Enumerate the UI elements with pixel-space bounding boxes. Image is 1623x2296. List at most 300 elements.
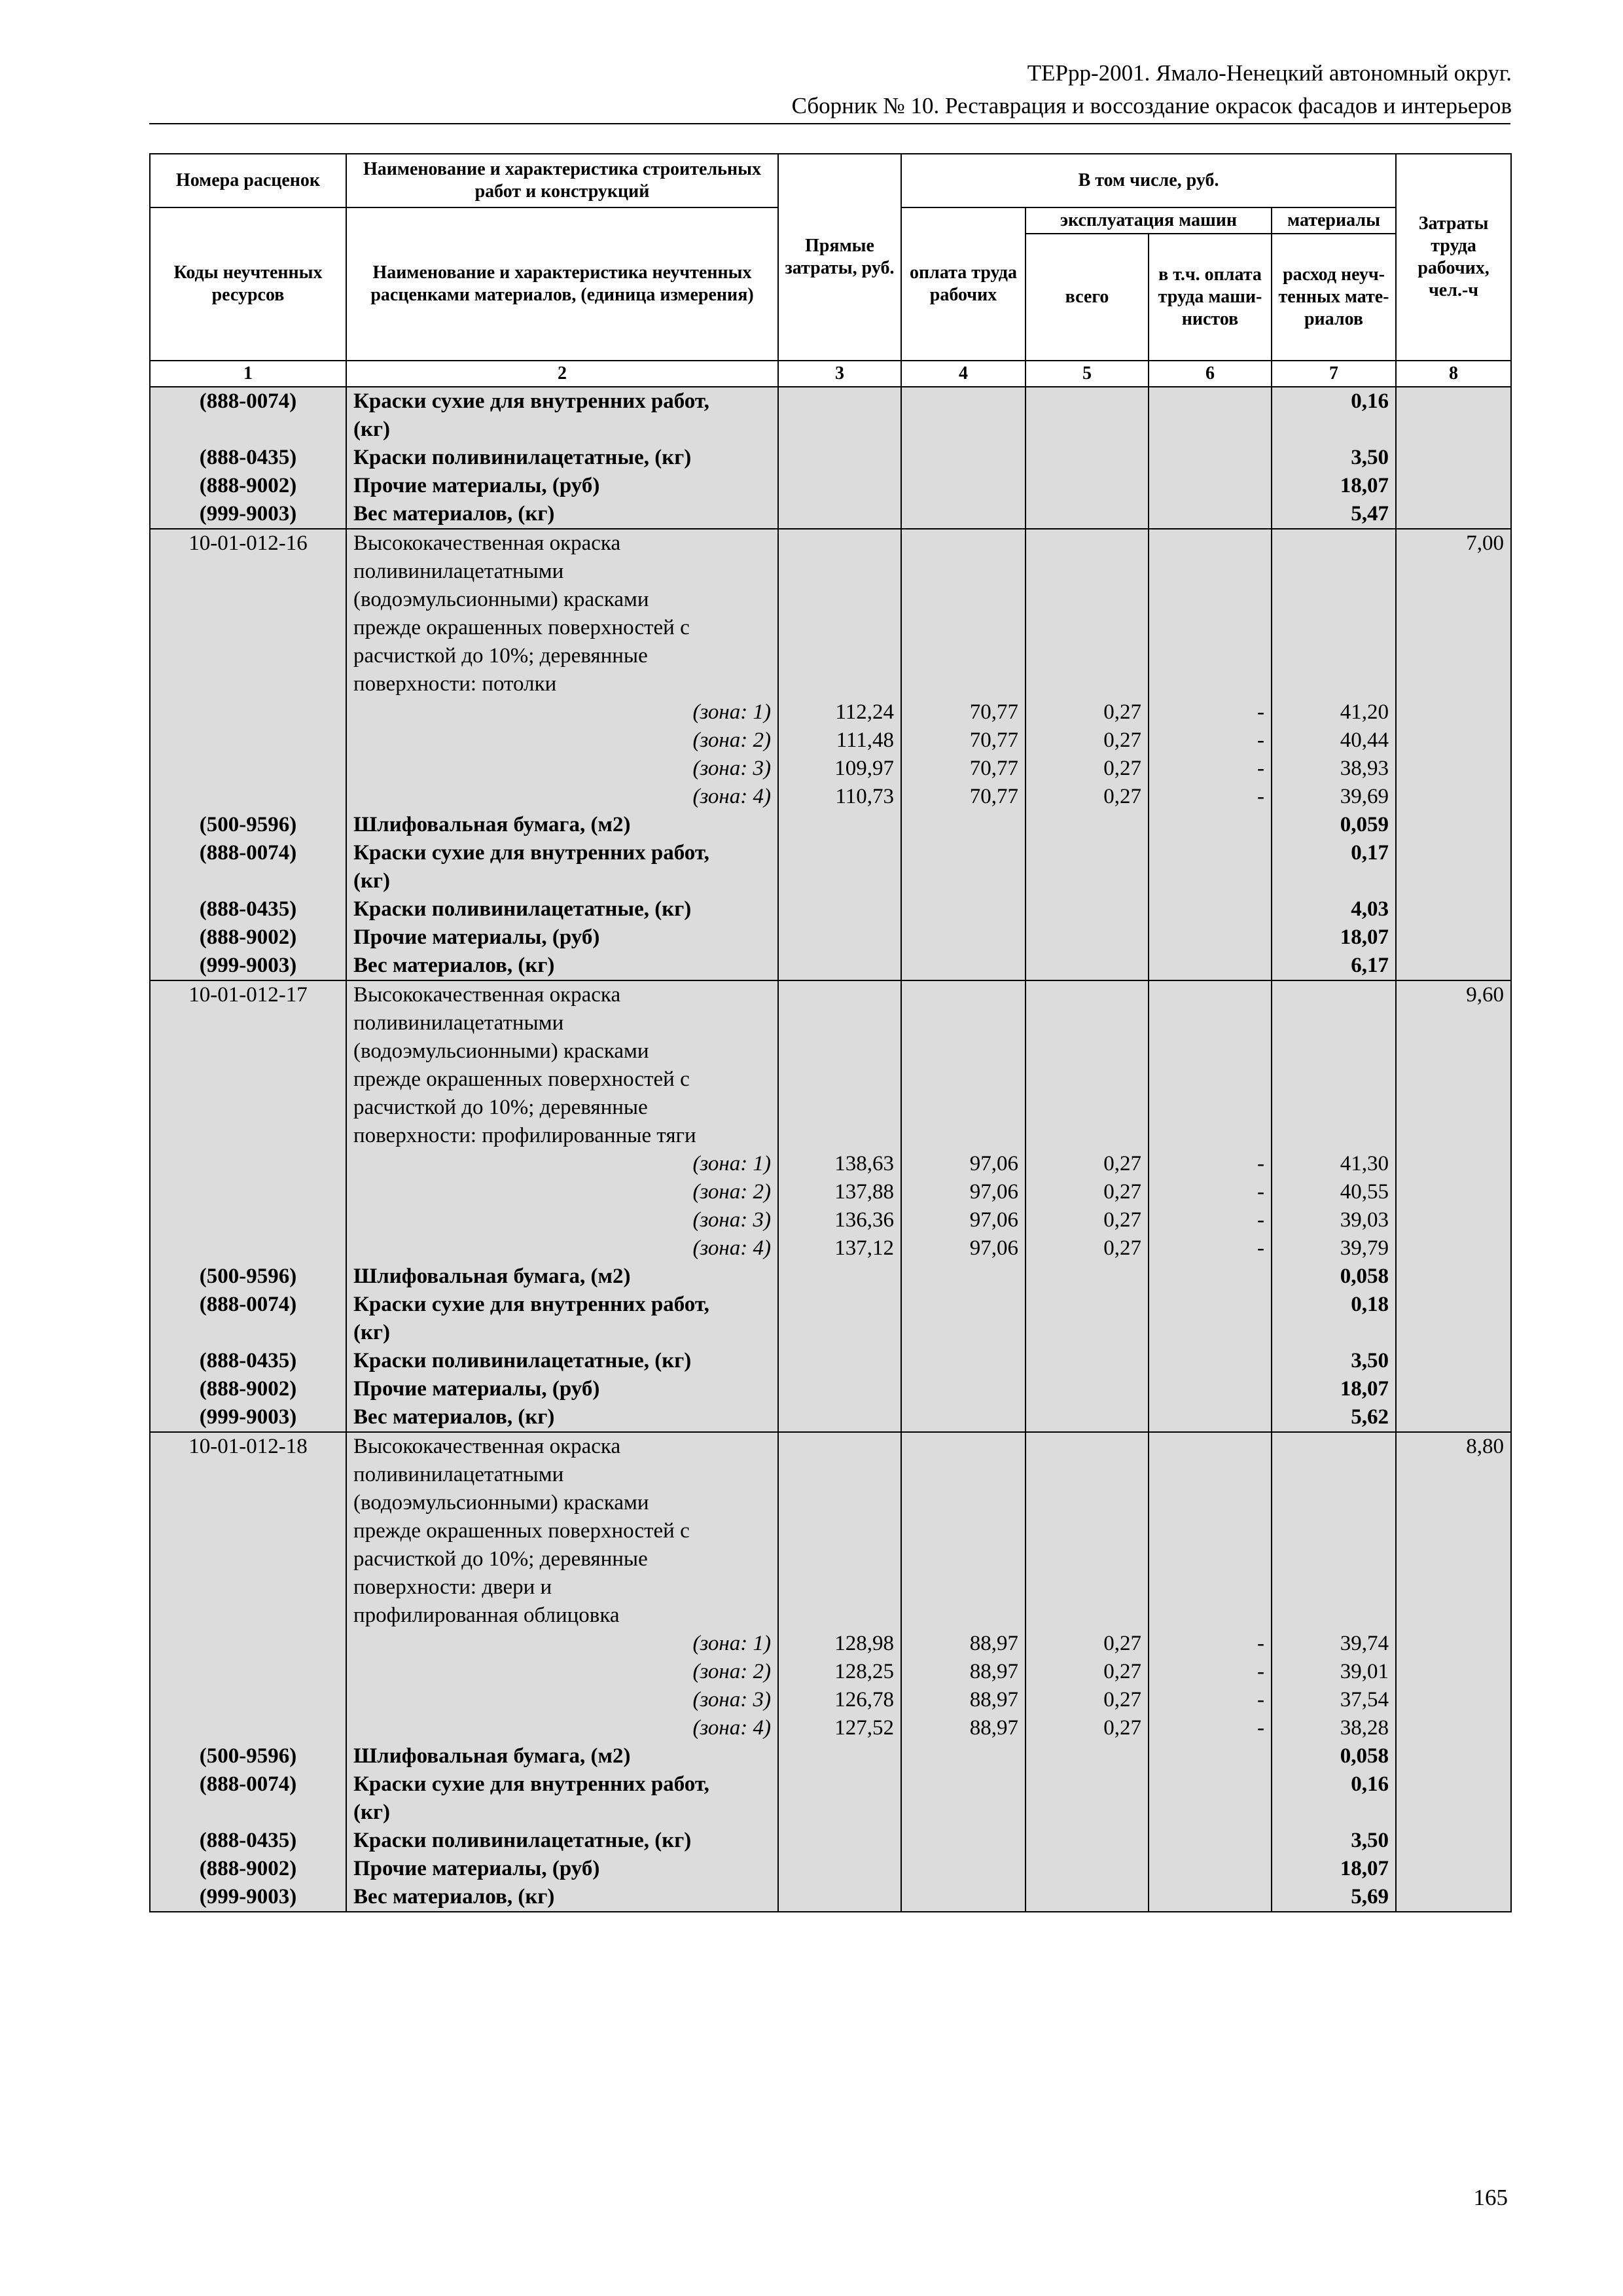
empty-cell [778,980,901,1150]
col5-header: всего [1026,234,1149,361]
empty-cell [1026,444,1149,472]
empty-cell [901,1403,1026,1432]
machinist-pay-cell: - [1149,1714,1272,1742]
material-name: Вес материалов, (кг) [346,1883,778,1912]
material-row [150,952,1511,980]
empty-cell [1396,1630,1511,1658]
empty-cell [150,1714,346,1742]
direct-cost-cell: 128,25 [778,1658,901,1686]
material-quantity-cell [1272,1799,1396,1827]
empty-cell [901,839,1026,867]
machines-total-cell: 0,27 [1026,783,1149,811]
machines-total-cell: 0,27 [1026,1714,1149,1742]
empty-cell [1149,1319,1272,1347]
zone-row [150,698,1511,726]
empty-cell [1396,1206,1511,1234]
resource-code: (999-9003) [150,952,346,980]
direct-cost-cell: 136,36 [778,1206,901,1234]
empty-cell [1026,839,1149,867]
labor-pay-cell: 88,97 [901,1714,1026,1742]
empty-cell [1149,1375,1272,1403]
empty-cell [901,811,1026,839]
zone-label: (зона: 4) [346,1234,778,1263]
empty-cell [778,1799,901,1827]
machinist-pay-cell: - [1149,1630,1272,1658]
page-number: 165 [1473,2185,1508,2210]
empty-cell [778,1827,901,1855]
material-name: Краски сухие для внутренних работ, [346,839,778,867]
column-number: 1 [150,361,346,387]
empty-cell [1149,895,1272,924]
empty-cell [1396,444,1511,472]
material-row [150,472,1511,500]
materials-cell: 39,74 [1272,1630,1396,1658]
zone-label: (зона: 3) [346,755,778,783]
material-quantity-cell: 5,47 [1272,500,1396,529]
empty-cell [1026,500,1149,529]
resource-code: (500-9596) [150,811,346,839]
material-row [150,387,1511,416]
description-line: расчисткой до 10%; деревянные [353,1096,648,1119]
material-row [150,1827,1511,1855]
materials-cell: 41,30 [1272,1150,1396,1178]
empty-cell [1396,1178,1511,1206]
direct-cost-cell: 137,12 [778,1234,901,1263]
empty-cell [1149,1855,1272,1883]
empty-cell [1396,1347,1511,1375]
material-quantity-cell: 3,50 [1272,1347,1396,1375]
material-name: (кг) [346,867,778,895]
material-quantity-cell: 5,69 [1272,1883,1396,1912]
description-line: поверхности: потолки [353,672,557,696]
empty-cell [1149,416,1272,444]
rate-row [150,980,1511,1150]
material-quantity-cell: 0,18 [1272,1291,1396,1319]
empty-cell [1026,1770,1149,1799]
empty-cell [778,529,901,698]
empty-cell [901,1319,1026,1347]
empty-cell [778,1770,901,1799]
resource-code: (888-0435) [150,1827,346,1855]
description-line: прежде окрашенных поверхностей с [353,1519,690,1543]
empty-cell [1149,1742,1272,1770]
empty-cell [150,755,346,783]
machines-total-cell: 0,27 [1026,1658,1149,1686]
empty-cell [901,1432,1026,1630]
material-name: Краски сухие для внутренних работ, [346,1291,778,1319]
price-table [149,153,1512,1912]
empty-cell [1396,895,1511,924]
empty-cell [150,1686,346,1714]
table-body [150,387,1511,1912]
empty-cell [901,416,1026,444]
document-header-line-2: Сборник № 10. Реставрация и воссоздание окрасок фасадов и интерьеров [791,93,1512,118]
empty-cell [778,952,901,980]
empty-cell [778,1375,901,1403]
material-row [150,1855,1511,1883]
empty-cell [150,1658,346,1686]
resource-code: (888-9002) [150,1375,346,1403]
machines-header: эксплуатация машин [1026,207,1272,234]
empty-cell [1026,952,1149,980]
materials-cell: 39,69 [1272,783,1396,811]
empty-cell [1149,952,1272,980]
machinist-pay-cell: - [1149,698,1272,726]
zone-row [150,1686,1511,1714]
empty-cell [778,1742,901,1770]
empty-cell [150,1178,346,1206]
empty-cell [778,924,901,952]
empty-cell [1396,472,1511,500]
labor-pay-cell: 88,97 [901,1686,1026,1714]
description-line: поверхности: профилированные тяги [353,1124,696,1147]
labor-pay-cell: 70,77 [901,755,1026,783]
material-name: Краски сухие для внутренних работ, [346,387,778,416]
labor-hours-cell: 7,00 [1396,529,1511,698]
resource-code: (888-0074) [150,1770,346,1799]
labor-pay-cell: 97,06 [901,1234,1026,1263]
material-row [150,1263,1511,1291]
materials-cell: 39,03 [1272,1206,1396,1234]
material-row [150,867,1511,895]
empty-cell [1149,811,1272,839]
empty-cell [901,472,1026,500]
resource-code: (999-9003) [150,1883,346,1912]
resource-code: (999-9003) [150,500,346,529]
empty-cell [778,1291,901,1319]
material-name: Вес материалов, (кг) [346,500,778,529]
machinist-pay-cell: - [1149,1150,1272,1178]
empty-cell [778,867,901,895]
zone-row [150,1206,1511,1234]
empty-cell [1149,1883,1272,1912]
material-name: (кг) [346,1319,778,1347]
empty-cell [778,1883,901,1912]
rate-code: 10-01-012-18 [150,1432,346,1630]
material-row [150,839,1511,867]
empty-cell [1149,1291,1272,1319]
empty-cell [1396,755,1511,783]
material-quantity-cell: 0,059 [1272,811,1396,839]
direct-cost-cell: 112,24 [778,698,901,726]
rate-row [150,1432,1511,1630]
direct-cost-cell: 137,88 [778,1178,901,1206]
empty-cell [1396,698,1511,726]
empty-cell [1149,472,1272,500]
material-name: Краски сухие для внутренних работ, [346,1770,778,1799]
material-row [150,1770,1511,1799]
empty-cell [1396,839,1511,867]
empty-cell [778,839,901,867]
zone-label: (зона: 2) [346,726,778,755]
resource-code: (500-9596) [150,1742,346,1770]
empty-cell [1026,416,1149,444]
resource-code: (888-0435) [150,895,346,924]
zone-label: (зона: 3) [346,1686,778,1714]
materials-cell: 39,01 [1272,1658,1396,1686]
description-line: (водоэмульсионными) красками [353,1039,649,1063]
labor-pay-cell: 97,06 [901,1178,1026,1206]
empty-cell [1396,416,1511,444]
resource-code: (888-0435) [150,444,346,472]
material-name: Вес материалов, (кг) [346,1403,778,1432]
material-quantity-cell: 0,16 [1272,387,1396,416]
col2-top-header: Наименование и характеристика строительных работ и конструкций [346,154,778,207]
empty-cell [1396,1403,1511,1432]
zone-row [150,726,1511,755]
description-line: поливинилацетатными [353,1011,564,1035]
empty-cell [901,1855,1026,1883]
labor-pay-cell: 70,77 [901,698,1026,726]
direct-cost-cell: 128,98 [778,1630,901,1658]
document-header-line-1: ТЕРрр-2001. Ямало-Ненецкий автономный округ. [1027,60,1512,86]
empty-cell [901,1375,1026,1403]
empty-cell [1026,1403,1149,1432]
empty-cell [778,1403,901,1432]
empty-cell [778,895,901,924]
empty-cell [901,444,1026,472]
labor-pay-cell: 88,97 [901,1630,1026,1658]
col1-bottom-header: Коды неучтенных ресурсов [150,207,346,361]
empty-cell [1396,1234,1511,1263]
material-quantity-cell: 0,058 [1272,1742,1396,1770]
zone-label: (зона: 4) [346,1714,778,1742]
empty-cell [901,1883,1026,1912]
empty-cell [1026,1883,1149,1912]
labor-pay-cell: 97,06 [901,1150,1026,1178]
empty-cell [1396,1686,1511,1714]
materials-cell: 40,44 [1272,726,1396,755]
empty-cell [1026,811,1149,839]
material-name: Краски поливинилацетатные, (кг) [346,895,778,924]
machinist-pay-cell: - [1149,1178,1272,1206]
table-header [150,154,1511,387]
material-quantity-cell: 6,17 [1272,952,1396,980]
column-number: 7 [1272,361,1396,387]
empty-cell [778,416,901,444]
material-row [150,895,1511,924]
col1-top-header: Номера расценок [150,154,346,207]
empty-cell [1026,529,1149,698]
column-number: 4 [901,361,1026,387]
empty-cell [150,1206,346,1234]
resource-code: (888-9002) [150,1855,346,1883]
empty-cell [1396,952,1511,980]
empty-cell [1026,1291,1149,1319]
empty-cell [1149,1263,1272,1291]
description-line: прежде окрашенных поверхностей с [353,616,690,639]
empty-cell [778,500,901,529]
machines-total-cell: 0,27 [1026,1206,1149,1234]
empty-cell [1396,1150,1511,1178]
material-name: (кг) [346,1799,778,1827]
resource-code [150,416,346,444]
material-row [150,444,1511,472]
machinist-pay-cell: - [1149,1234,1272,1263]
column-number: 2 [346,361,778,387]
empty-cell [1396,1658,1511,1686]
machines-total-cell: 0,27 [1026,698,1149,726]
work-description [346,529,778,698]
empty-cell [1396,387,1511,416]
column-number: 6 [1149,361,1272,387]
empty-cell [1149,529,1272,698]
empty-cell [1396,1855,1511,1883]
empty-cell [778,472,901,500]
machinist-pay-cell: - [1149,726,1272,755]
empty-cell [1272,980,1396,1150]
zone-row [150,1178,1511,1206]
empty-cell [1396,1827,1511,1855]
zone-row [150,1630,1511,1658]
zone-row [150,783,1511,811]
zone-row [150,1714,1511,1742]
empty-cell [901,1742,1026,1770]
empty-cell [1149,500,1272,529]
empty-cell [1026,867,1149,895]
description-line: Высококачественная окраска [353,983,621,1007]
material-name: Вес материалов, (кг) [346,952,778,980]
empty-cell [901,1827,1026,1855]
description-line: профилированная облицовка [353,1604,620,1627]
materials-cell: 38,28 [1272,1714,1396,1742]
group-header: В том числе, руб. [901,154,1396,207]
empty-cell [1149,1347,1272,1375]
empty-cell [1149,1827,1272,1855]
material-name: Прочие материалы, (руб) [346,924,778,952]
empty-cell [1396,1714,1511,1742]
empty-cell [1396,924,1511,952]
resource-code: (888-9002) [150,924,346,952]
empty-cell [901,980,1026,1150]
empty-cell [1026,980,1149,1150]
direct-cost-cell: 127,52 [778,1714,901,1742]
material-row [150,811,1511,839]
empty-cell [1026,1799,1149,1827]
material-quantity-cell [1272,867,1396,895]
col2-bottom-header: Наименование и характеристика неучтенных расценками материалов, (единица измерения) [346,207,778,361]
column-numbers-row [150,361,1511,387]
material-quantity-cell: 18,07 [1272,924,1396,952]
zone-row [150,1658,1511,1686]
material-name: Шлифовальная бумага, (м2) [346,811,778,839]
zone-label: (зона: 1) [346,1150,778,1178]
material-row [150,1742,1511,1770]
labor-hours-cell: 9,60 [1396,980,1511,1150]
empty-cell [901,952,1026,980]
material-row [150,1347,1511,1375]
empty-cell [1149,867,1272,895]
empty-cell [901,387,1026,416]
empty-cell [901,500,1026,529]
column-number: 8 [1396,361,1511,387]
empty-cell [1396,811,1511,839]
zone-row [150,1234,1511,1263]
empty-cell [778,1855,901,1883]
empty-cell [1396,1770,1511,1799]
machines-total-cell: 0,27 [1026,1630,1149,1658]
empty-cell [901,529,1026,698]
resource-code: (888-0074) [150,839,346,867]
empty-cell [1396,726,1511,755]
zone-label: (зона: 2) [346,1658,778,1686]
empty-cell [150,1630,346,1658]
col4-header: оплата труда рабочих [901,207,1026,361]
rate-code: 10-01-012-17 [150,980,346,1150]
machines-total-cell: 0,27 [1026,1686,1149,1714]
materials-cell: 37,54 [1272,1686,1396,1714]
resource-code: (999-9003) [150,1403,346,1432]
zone-label: (зона: 4) [346,783,778,811]
material-row [150,1799,1511,1827]
resource-code [150,867,346,895]
empty-cell [1026,387,1149,416]
material-row [150,1319,1511,1347]
direct-cost-cell: 109,97 [778,755,901,783]
work-description [346,1432,778,1630]
empty-cell [1149,924,1272,952]
empty-cell [150,698,346,726]
material-name: Краски поливинилацетатные, (кг) [346,1827,778,1855]
resource-code [150,1799,346,1827]
material-quantity-cell: 18,07 [1272,1855,1396,1883]
empty-cell [901,895,1026,924]
empty-cell [1026,1319,1149,1347]
machines-total-cell: 0,27 [1026,1234,1149,1263]
empty-cell [1026,1347,1149,1375]
empty-cell [901,924,1026,952]
machines-total-cell: 0,27 [1026,726,1149,755]
materials-cell: 39,79 [1272,1234,1396,1263]
empty-cell [1396,1799,1511,1827]
empty-cell [901,1263,1026,1291]
material-row [150,500,1511,529]
empty-cell [778,1347,901,1375]
labor-pay-cell: 97,06 [901,1206,1026,1234]
description-line: поверхности: двери и [353,1575,552,1599]
empty-cell [1026,1375,1149,1403]
empty-cell [1149,980,1272,1150]
zone-label: (зона: 1) [346,1630,778,1658]
description-line: расчисткой до 10%; деревянные [353,1547,648,1571]
resource-code: (888-0074) [150,1291,346,1319]
material-quantity-cell: 18,07 [1272,1375,1396,1403]
material-name: (кг) [346,416,778,444]
material-row [150,924,1511,952]
empty-cell [901,1799,1026,1827]
empty-cell [1396,1291,1511,1319]
empty-cell [1272,529,1396,698]
empty-cell [1026,1827,1149,1855]
empty-cell [1026,1742,1149,1770]
material-name: Шлифовальная бумага, (м2) [346,1263,778,1291]
material-name: Краски поливинилацетатные, (кг) [346,1347,778,1375]
description-line: прежде окрашенных поверхностей с [353,1067,690,1091]
work-description [346,980,778,1150]
material-row [150,1883,1511,1912]
description-line: Высококачественная окраска [353,1435,621,1458]
empty-cell [1026,1855,1149,1883]
machines-total-cell: 0,27 [1026,1178,1149,1206]
material-quantity-cell: 3,50 [1272,444,1396,472]
direct-cost-cell: 111,48 [778,726,901,755]
machinist-pay-cell: - [1149,755,1272,783]
direct-cost-cell: 138,63 [778,1150,901,1178]
empty-cell [1149,1403,1272,1432]
empty-cell [778,1319,901,1347]
col3-header: Прямые затраты, руб. [778,154,901,361]
empty-cell [778,444,901,472]
